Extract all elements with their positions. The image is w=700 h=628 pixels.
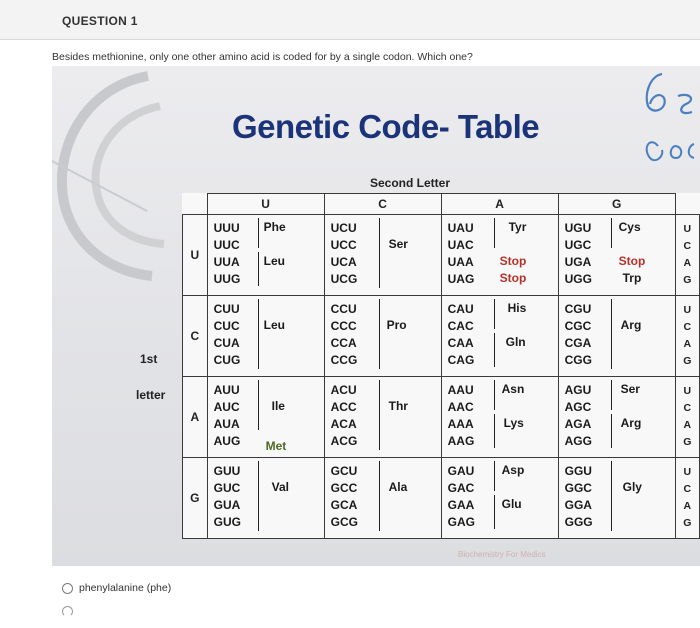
- bracket-line: [379, 218, 380, 288]
- third-letter: C: [683, 321, 692, 333]
- codon: UCG: [330, 272, 358, 286]
- codon: AUA: [213, 417, 240, 431]
- codon: AAC: [447, 400, 474, 414]
- first-letter-u: U: [183, 215, 208, 296]
- codon-cell: [324, 377, 441, 458]
- amino-acid-label: Tyr: [508, 220, 527, 234]
- third-letter-column: [675, 458, 699, 539]
- bracket-line: [494, 333, 495, 367]
- bracket-line: [258, 252, 259, 286]
- third-letter: U: [683, 466, 692, 478]
- third-letter-column: [675, 377, 699, 458]
- column-header-g: G: [558, 194, 675, 215]
- amino-acid-label: Lys: [503, 416, 524, 430]
- amino-acid-label: Val: [271, 480, 289, 494]
- codon: UUG: [213, 272, 241, 286]
- third-letter: G: [683, 274, 692, 286]
- third-letter: A: [683, 500, 692, 512]
- codon-cell: [558, 215, 675, 296]
- bracket-line: [611, 461, 612, 531]
- radio-button[interactable]: [62, 583, 73, 594]
- radio-button-partial[interactable]: [62, 606, 73, 617]
- amino-acid-label: Glu: [501, 497, 522, 511]
- codon: GCG: [330, 515, 358, 529]
- codon: CCA: [330, 336, 357, 350]
- bracket-line: [258, 299, 259, 369]
- third-letter: C: [683, 402, 692, 414]
- amino-acid-label: Ser: [388, 237, 408, 251]
- codon-cell: [207, 215, 324, 296]
- column-header-u: U: [207, 194, 324, 215]
- codon: UAA: [447, 255, 474, 269]
- codon: GCC: [330, 481, 358, 495]
- codon: UAU: [447, 221, 474, 235]
- third-letter: G: [683, 436, 692, 448]
- codon-cell: [441, 296, 558, 377]
- third-letter: G: [683, 517, 692, 529]
- codon: GGG: [564, 515, 593, 529]
- bracket-line: [611, 380, 612, 410]
- codon: CAA: [447, 336, 474, 350]
- amino-acid-label: Stop: [499, 271, 527, 285]
- codon: AAA: [447, 417, 474, 431]
- watermark: Biochemistry For Medics: [458, 550, 546, 559]
- codon: GUG: [213, 515, 241, 529]
- codon: UCC: [330, 238, 357, 252]
- codon: UGA: [564, 255, 592, 269]
- swirl-decoration: [52, 66, 192, 296]
- codon-cell: [207, 377, 324, 458]
- amino-acid-label: Thr: [388, 399, 408, 413]
- amino-acid-label: Asp: [501, 463, 525, 477]
- codon: CGA: [564, 336, 592, 350]
- codon-cell: [207, 458, 324, 539]
- third-letter: U: [683, 385, 692, 397]
- codon: UGC: [564, 238, 592, 252]
- amino-acid-label: Gln: [505, 335, 526, 349]
- codon: CUA: [213, 336, 240, 350]
- codon-row-g: [183, 458, 700, 539]
- codon-cell: [441, 458, 558, 539]
- third-letter-column: [675, 215, 699, 296]
- amino-acid-label: Ala: [388, 480, 408, 494]
- amino-acid-label: Arg: [620, 318, 642, 332]
- amino-acid-label: His: [507, 301, 527, 315]
- first-letter-label-1st: 1st: [140, 352, 158, 366]
- codon: UUU: [213, 221, 240, 235]
- question-header: [0, 0, 700, 40]
- codon: CGC: [564, 319, 592, 333]
- codon-cell: [324, 215, 441, 296]
- answer-label: phenylalanine (phe): [79, 582, 172, 594]
- first-letter-g: G: [183, 458, 208, 539]
- codon: GGC: [564, 481, 592, 495]
- amino-acid-label: Trp: [622, 271, 642, 285]
- codon: GUU: [213, 464, 241, 478]
- bracket-line: [611, 218, 612, 248]
- codon: CUU: [213, 302, 240, 316]
- codon: AUG: [213, 434, 241, 448]
- third-letter: C: [683, 240, 692, 252]
- third-letter: U: [683, 304, 692, 316]
- bracket-line: [494, 495, 495, 529]
- codon: AGA: [564, 417, 592, 431]
- codon: UAC: [447, 238, 474, 252]
- bracket-line: [258, 218, 259, 248]
- bracket-line: [611, 414, 612, 448]
- codon-cell: [558, 377, 675, 458]
- codon: GCA: [330, 498, 358, 512]
- third-letter: C: [683, 483, 692, 495]
- codon: GUA: [213, 498, 241, 512]
- third-letter: U: [683, 223, 692, 235]
- codon: UAG: [447, 272, 475, 286]
- bracket-line: [379, 299, 380, 369]
- codon: CGU: [564, 302, 592, 316]
- codon: CCC: [330, 319, 357, 333]
- codon: CGG: [564, 353, 592, 367]
- codon: AUC: [213, 400, 240, 414]
- corner-cell-right: [675, 194, 699, 215]
- amino-acid-label: Ile: [271, 399, 285, 413]
- amino-acid-label: Stop: [618, 254, 646, 268]
- codon-row-a: [183, 377, 700, 458]
- codon: UUC: [213, 238, 240, 252]
- table-title: Genetic Code- Table: [232, 108, 540, 145]
- codon: UCU: [330, 221, 357, 235]
- codon: CCG: [330, 353, 358, 367]
- codon: GUC: [213, 481, 241, 495]
- codon-cell: [207, 296, 324, 377]
- codon: AAG: [447, 434, 475, 448]
- amino-acid-label: Stop: [499, 254, 527, 268]
- bracket-line: [258, 461, 259, 531]
- codon: CUG: [213, 353, 241, 367]
- amino-acid-label: Leu: [263, 254, 285, 268]
- codon: UUA: [213, 255, 240, 269]
- codon: GCU: [330, 464, 358, 478]
- codon: ACU: [330, 383, 357, 397]
- bracket-line: [611, 299, 612, 369]
- bracket-line: [494, 461, 495, 491]
- codon: ACA: [330, 417, 357, 431]
- codon: GGA: [564, 498, 592, 512]
- amino-acid-label: Gly: [622, 480, 642, 494]
- third-letter: G: [683, 355, 692, 367]
- first-letter-a: A: [183, 377, 208, 458]
- codon: AGC: [564, 400, 592, 414]
- first-letter-label-letter: letter: [136, 388, 166, 402]
- third-letter-column: [675, 296, 699, 377]
- codon: UCA: [330, 255, 357, 269]
- codon: GGU: [564, 464, 592, 478]
- amino-acid-label: Cys: [618, 220, 641, 234]
- codon: UGU: [564, 221, 592, 235]
- bracket-line: [494, 414, 495, 448]
- third-letter: A: [683, 338, 692, 350]
- codon: ACC: [330, 400, 357, 414]
- codon-cell: [324, 458, 441, 539]
- bracket-line: [258, 380, 259, 430]
- third-letter: A: [683, 419, 692, 431]
- codon: CAC: [447, 319, 474, 333]
- bracket-line: [379, 461, 380, 531]
- codon: UGG: [564, 272, 592, 286]
- codon: CAU: [447, 302, 474, 316]
- header-row: [183, 194, 700, 215]
- question-text: Besides methionine, only one other amino acid is coded for by a single codon. Which one?: [52, 51, 473, 63]
- codon: CAG: [447, 353, 475, 367]
- amino-acid-label: Arg: [620, 416, 642, 430]
- handwriting-scribble: [620, 66, 700, 176]
- question-title: QUESTION 1: [62, 14, 138, 28]
- second-letter-label: Second Letter: [370, 176, 451, 190]
- bracket-line: [494, 380, 495, 410]
- amino-acid-label: Met: [265, 439, 287, 453]
- codon: GAC: [447, 481, 475, 495]
- codon: CUC: [213, 319, 240, 333]
- column-header-c: C: [324, 194, 441, 215]
- codon-cell: [324, 296, 441, 377]
- codon-row-u: [183, 215, 700, 296]
- first-letter-c: C: [183, 296, 208, 377]
- genetic-code-image: [52, 66, 700, 566]
- bracket-line: [379, 380, 380, 450]
- codon-cell: [558, 458, 675, 539]
- codon: ACG: [330, 434, 358, 448]
- codon: AAU: [447, 383, 474, 397]
- amino-acid-label: Leu: [263, 318, 285, 332]
- codon-cell: [441, 215, 558, 296]
- amino-acid-label: Pro: [386, 318, 407, 332]
- codon: AUU: [213, 383, 240, 397]
- codon-cell: [441, 377, 558, 458]
- genetic-code-table: [182, 193, 700, 539]
- amino-acid-label: Phe: [263, 220, 286, 234]
- codon: AGU: [564, 383, 592, 397]
- column-header-a: A: [441, 194, 558, 215]
- codon: GAG: [447, 515, 475, 529]
- bracket-line: [494, 218, 495, 248]
- amino-acid-label: Ser: [620, 382, 640, 396]
- codon: GAU: [447, 464, 475, 478]
- codon: AGG: [564, 434, 592, 448]
- codon-cell: [558, 296, 675, 377]
- codon: CCU: [330, 302, 357, 316]
- codon: GAA: [447, 498, 475, 512]
- amino-acid-label: Asn: [501, 382, 525, 396]
- answer-option[interactable]: [62, 582, 171, 594]
- codon-row-c: [183, 296, 700, 377]
- bracket-line: [494, 299, 495, 329]
- third-letter: A: [683, 257, 692, 269]
- corner-cell: [183, 194, 208, 215]
